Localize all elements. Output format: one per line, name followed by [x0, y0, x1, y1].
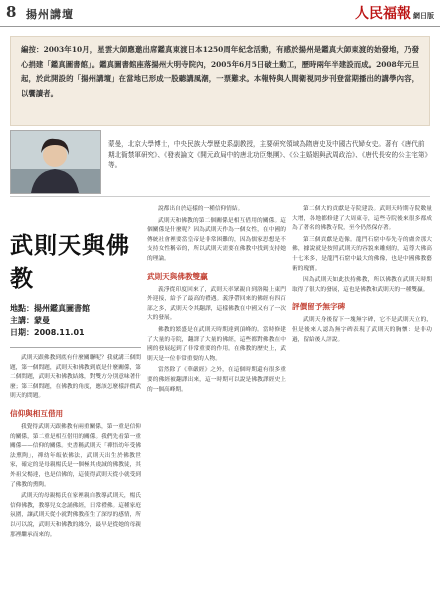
paragraph: 武則天身後留下一塊無字碑，它不是武則天立的，但是後來人認為無字碑表現了武則天的胸懷：是非功過，留給後人評說。 — [292, 317, 432, 343]
lecture-speaker: 主講：蒙曼 — [10, 316, 50, 325]
article-title: 武則天與佛教 — [10, 232, 130, 292]
page-header — [0, 0, 440, 27]
section-divider — [10, 196, 430, 197]
newspaper-masthead — [355, 3, 434, 23]
paragraph: 當然除了《華嚴經》之外，在這個時期還有很多重要的佛經被翻譯出來，這一時期可以說是佛教譯經史上的一個高峰期。 — [147, 367, 286, 393]
speaker-photo — [10, 130, 101, 194]
article-column-3 — [292, 205, 432, 347]
paragraph: 武則天和佛教的第二個關係是相互借用的關係。這個關係是什麼呢？因為武則天作為一個女性，在中國的傳統社會裡要當皇帝是非常困難的，因為儒家思想是不支持女性稱帝的，所以武則天需要在佛教中找到支持她的理論。 — [147, 217, 286, 262]
newspaper-name: 人民福報 — [355, 6, 411, 22]
lecture-place: 地點：揚州鑑真圖書館 — [10, 304, 90, 313]
meta-rule — [10, 347, 141, 348]
paragraph: 佛教的繁盛是在武則天時期達到頂峰的。當時修建了大量的寺院，翻譯了大量的佛經，這些都對佛教在中國的發展起到了非常重要的作用。在佛教的歷史上，武則天是一位非常重要的人物。 — [147, 326, 286, 362]
paragraph: 義淨從印度回來了，武則天率眾親自到洛陽上東門外迎接，給予了最高的禮遇。義淨帶回來的佛經有四百部之多，武則天令其翻譯，這樣佛教在中國又有了一次大的發展。 — [147, 286, 286, 322]
section-title: 揚州講壇 — [26, 8, 74, 21]
paragraph: 我覺得武則天跟佛教有兩重關係，第一重是信仰的關係，第二重是相互借用的關係。我們先看第一重關係——信仰的關係。史書稱武則天「禪悟幼年受佛法熏陶」，禪幼年皈依佛法，武則天出生於佛教世家，確定的是母親楊氏是一個極其虔誠的佛教徒，其外祖父楊達，也是信佛的，這使得武則天從小就受到了佛教的熏陶。 — [10, 423, 141, 488]
paragraph: 武則天跟佛教到底有什麼關聯呢？我就講三個問題，第一個問題，武則天和佛教到底是什麼關係，第二個問題，武則天和佛教結緣，對雙方分別意味著什麼；第三個問題，在佛教的角度，應該怎麼樣評價武則天的問題。 — [10, 355, 141, 400]
subheading: 評價留予無字碑 — [292, 302, 346, 312]
paragraph: 因為武則天如此扶持佛教，所以佛教在武則天時期取得了很大的發展，這也是佛教和武則天的一種雙贏。 — [292, 277, 432, 293]
paragraph: 說都出自於這樣的一種信仰情結。 — [158, 206, 244, 212]
speaker-bio: 蒙曼，北京大學博士，中央民族大學歷史系副教授，主要研究領域為隋唐史及中國古代婦女史。著有《唐代前期北衙禁軍研究》、《發表論文《開元政局中的唐北功臣集團》、《公主婚姻與武周政治》、《唐代長安的公主宅第》等。 — [108, 140, 428, 169]
article-column-1 — [10, 205, 141, 542]
paragraph: 第二個大的貢獻是寺院建設。武則天時期寺院數量大增，各地都修建了大周東寺，這些寺院後來很多都成為了著名的佛教寺院，至今仍然保存著。 — [292, 206, 432, 232]
editor-note: 編按：2003年10月，星雲大師應邀出席鑑真東渡日本1250周年紀念活動，有感於揚州是鑑真大師東渡的始發地，乃發心捐建「鑑真圖書館」。鑑真圖書館座落揚州大明寺院內，2005年6月5日破土動工，歷時兩年半建設而成。2008年元旦起，於此開設的「揚州講壇」在當地已形成一股聽講風潮，一票難求。本報特與人間衛視同步刊登當期播出的講學內容，以饗讀者。 — [10, 36, 430, 126]
subheading: 武則天與佛教雙贏 — [147, 271, 208, 281]
paragraph: 第三個貢獻是造像。龍門石窟中奉先寺的盧舍那大佛，據說就是按照武則天的容貌來雕刻的，這尊大佛高十七米多，是龍門石窟中最大的佛像，也是中國佛教藝術的瑰寶。 — [292, 236, 432, 272]
article-column-2 — [147, 205, 286, 397]
newspaper-suffix: 網日版 — [413, 11, 434, 20]
article-meta — [10, 303, 141, 339]
paragraph: 武則天的母親楊氏在家裡親自教導武則天，楊氏信仰佛教，教導兒女念誦佛經，日常禮佛。這種家庭氛圍，讓武則天從小就對佛教產生了深厚的感情，所以可以說，武則天和佛教的緣分，最早是從她的母親那裡繼承而來的。 — [10, 493, 141, 538]
subheading: 信仰與相互借用 — [10, 408, 64, 418]
speaker-portrait-image — [11, 131, 100, 193]
page-number: 8 — [6, 3, 17, 21]
lecture-date: 日期：2008.11.01 — [10, 328, 85, 337]
